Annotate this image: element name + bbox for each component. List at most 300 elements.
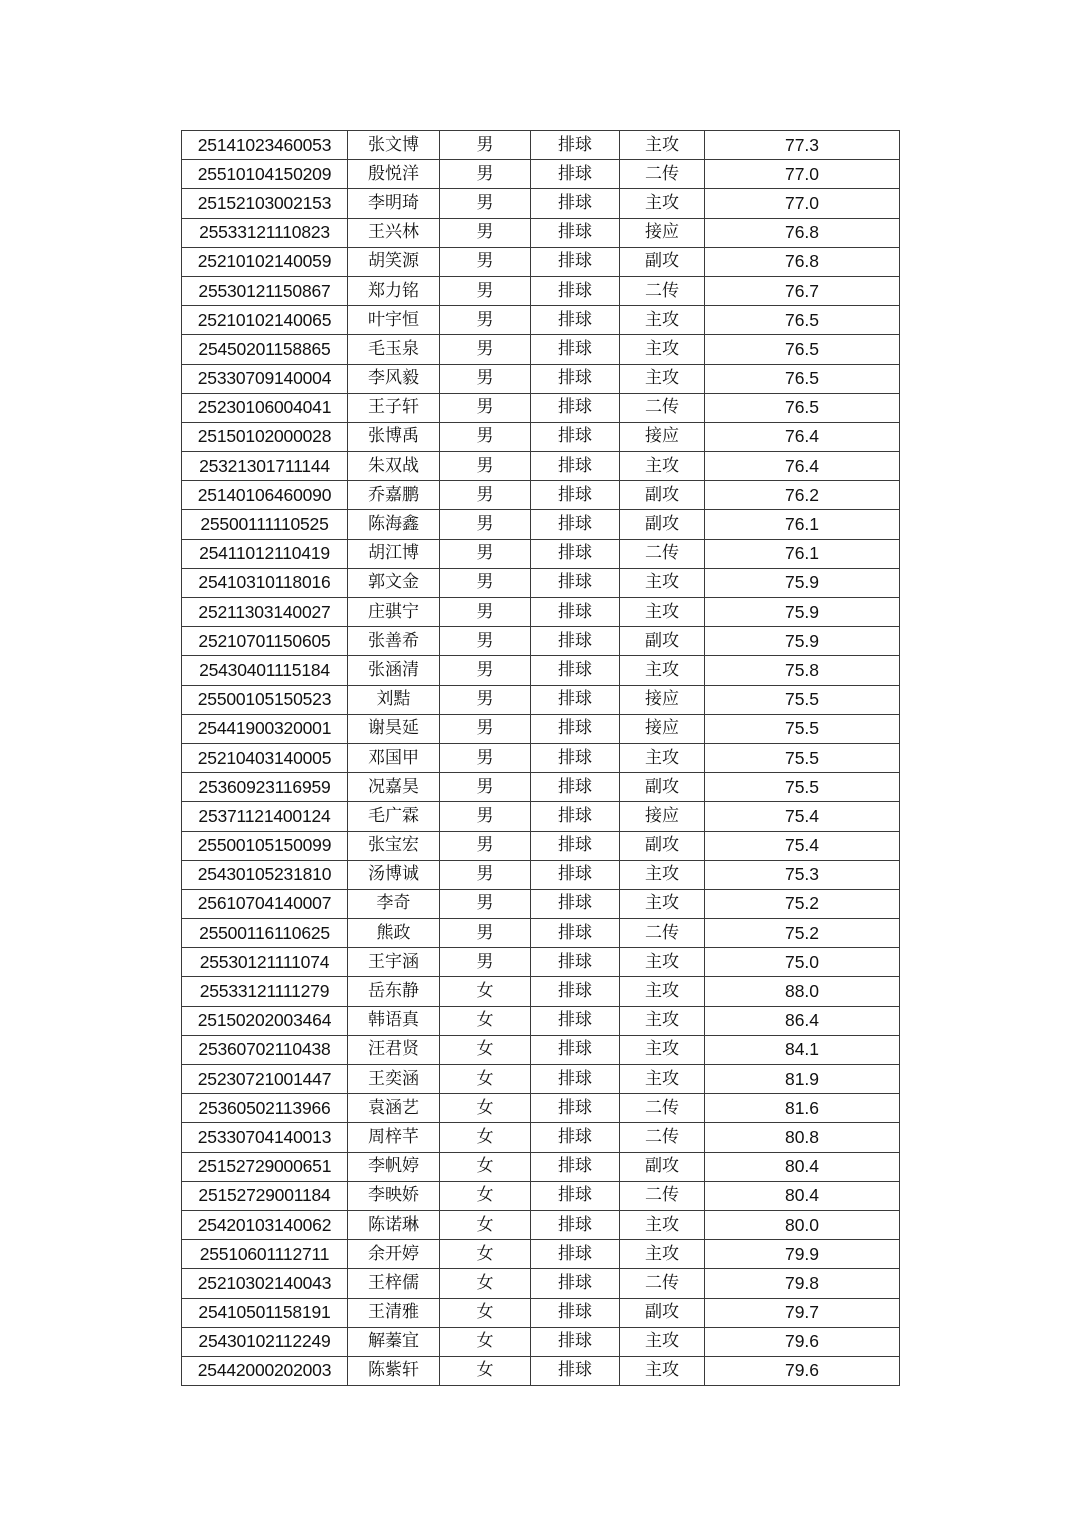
position-cell: 二传 [620,1123,705,1152]
candidate-id-cell: 25610704140007 [182,889,348,918]
score-cell: 75.2 [705,889,900,918]
sport-cell: 排球 [531,773,620,802]
gender-cell: 男 [440,189,531,218]
gender-cell: 男 [440,539,531,568]
position-cell: 二传 [620,1094,705,1123]
gender-cell: 男 [440,247,531,276]
table-row [182,510,900,539]
candidate-name-cell: 王奕涵 [348,1065,440,1094]
sport-cell: 排球 [531,306,620,335]
gender-cell: 男 [440,481,531,510]
sport-cell: 排球 [531,1356,620,1385]
gender-cell: 女 [440,977,531,1006]
candidate-id-cell: 25140106460090 [182,481,348,510]
position-cell: 主攻 [620,860,705,889]
gender-cell: 女 [440,1094,531,1123]
score-cell: 75.9 [705,627,900,656]
position-cell: 主攻 [620,1065,705,1094]
candidate-id-cell: 25420103140062 [182,1210,348,1239]
candidate-id-cell: 25530121150867 [182,276,348,305]
candidate-id-cell: 25411012110419 [182,539,348,568]
candidate-name-cell: 庄骐宁 [348,598,440,627]
score-cell: 75.9 [705,598,900,627]
position-cell: 二传 [620,1181,705,1210]
candidate-id-cell: 25410310118016 [182,568,348,597]
position-cell: 主攻 [620,598,705,627]
candidate-name-cell: 谢昊延 [348,714,440,743]
candidate-name-cell: 李风毅 [348,364,440,393]
table-row [182,1152,900,1181]
candidate-name-cell: 毛广霖 [348,802,440,831]
candidate-id-cell: 25533121111279 [182,977,348,1006]
sport-cell: 排球 [531,948,620,977]
gender-cell: 男 [440,948,531,977]
table-row [182,1181,900,1210]
score-cell: 76.7 [705,276,900,305]
candidate-name-cell: 韩语真 [348,1006,440,1035]
candidate-id-cell: 25442000202003 [182,1356,348,1385]
sport-cell: 排球 [531,510,620,539]
score-cell: 81.9 [705,1065,900,1094]
candidate-name-cell: 周梓芊 [348,1123,440,1152]
sport-cell: 排球 [531,889,620,918]
table-row [182,1006,900,1035]
candidate-id-cell: 25321301711144 [182,452,348,481]
score-cell: 75.2 [705,919,900,948]
table-row [182,1035,900,1064]
position-cell: 二传 [620,919,705,948]
sport-cell: 排球 [531,335,620,364]
sport-cell: 排球 [531,685,620,714]
candidate-id-cell: 25510104150209 [182,160,348,189]
table-row [182,919,900,948]
candidate-name-cell: 陈海鑫 [348,510,440,539]
candidate-id-cell: 25410501158191 [182,1298,348,1327]
gender-cell: 男 [440,510,531,539]
sport-cell: 排球 [531,1065,620,1094]
candidate-id-cell: 25210302140043 [182,1269,348,1298]
table-row [182,743,900,772]
gender-cell: 男 [440,452,531,481]
gender-cell: 男 [440,568,531,597]
table-row [182,1065,900,1094]
position-cell: 主攻 [620,189,705,218]
position-cell: 主攻 [620,656,705,685]
candidate-name-cell: 岳东静 [348,977,440,1006]
candidate-id-cell: 25230721001447 [182,1065,348,1094]
position-cell: 副攻 [620,627,705,656]
candidate-id-cell: 25211303140027 [182,598,348,627]
gender-cell: 女 [440,1356,531,1385]
table-row [182,948,900,977]
gender-cell: 男 [440,393,531,422]
candidate-name-cell: 王子轩 [348,393,440,422]
table-row [182,1356,900,1385]
position-cell: 主攻 [620,568,705,597]
score-cell: 84.1 [705,1035,900,1064]
score-table-body [182,131,900,1386]
score-cell: 80.4 [705,1181,900,1210]
position-cell: 主攻 [620,452,705,481]
candidate-name-cell: 张文博 [348,131,440,160]
position-cell: 接应 [620,685,705,714]
table-row [182,160,900,189]
score-cell: 76.5 [705,364,900,393]
gender-cell: 女 [440,1298,531,1327]
table-row [182,1123,900,1152]
gender-cell: 男 [440,919,531,948]
candidate-name-cell: 况嘉昊 [348,773,440,802]
gender-cell: 男 [440,714,531,743]
score-cell: 76.5 [705,306,900,335]
candidate-id-cell: 25530121111074 [182,948,348,977]
sport-cell: 排球 [531,714,620,743]
score-cell: 76.1 [705,510,900,539]
candidate-id-cell: 25210102140065 [182,306,348,335]
candidate-name-cell: 郑力铭 [348,276,440,305]
candidate-name-cell: 陈紫轩 [348,1356,440,1385]
score-cell: 81.6 [705,1094,900,1123]
position-cell: 主攻 [620,1006,705,1035]
table-row [182,539,900,568]
score-cell: 77.0 [705,189,900,218]
sport-cell: 排球 [531,1123,620,1152]
gender-cell: 男 [440,276,531,305]
position-cell: 主攻 [620,948,705,977]
gender-cell: 女 [440,1152,531,1181]
score-cell: 75.9 [705,568,900,597]
position-cell: 副攻 [620,247,705,276]
gender-cell: 男 [440,160,531,189]
position-cell: 副攻 [620,831,705,860]
position-cell: 副攻 [620,1298,705,1327]
score-cell: 76.5 [705,335,900,364]
candidate-id-cell: 25152103002153 [182,189,348,218]
position-cell: 接应 [620,218,705,247]
candidate-id-cell: 25500111110525 [182,510,348,539]
candidate-name-cell: 陈诺琳 [348,1210,440,1239]
candidate-name-cell: 王宇涵 [348,948,440,977]
table-row [182,481,900,510]
position-cell: 主攻 [620,1356,705,1385]
sport-cell: 排球 [531,364,620,393]
table-row [182,1240,900,1269]
candidate-id-cell: 25430105231810 [182,860,348,889]
score-cell: 76.2 [705,481,900,510]
candidate-name-cell: 郭文金 [348,568,440,597]
sport-cell: 排球 [531,452,620,481]
score-cell: 77.3 [705,131,900,160]
candidate-id-cell: 25330704140013 [182,1123,348,1152]
sport-cell: 排球 [531,568,620,597]
candidate-name-cell: 刘黠 [348,685,440,714]
gender-cell: 女 [440,1065,531,1094]
candidate-name-cell: 朱双战 [348,452,440,481]
sport-cell: 排球 [531,247,620,276]
position-cell: 主攻 [620,1035,705,1064]
candidate-id-cell: 25152729000651 [182,1152,348,1181]
table-row [182,452,900,481]
score-cell: 76.8 [705,218,900,247]
score-cell: 75.5 [705,773,900,802]
candidate-id-cell: 25210102140059 [182,247,348,276]
candidate-name-cell: 王梓儒 [348,1269,440,1298]
candidate-id-cell: 25510601112711 [182,1240,348,1269]
position-cell: 接应 [620,714,705,743]
score-cell: 79.7 [705,1298,900,1327]
candidate-id-cell: 25152729001184 [182,1181,348,1210]
position-cell: 副攻 [620,773,705,802]
candidate-name-cell: 李映娇 [348,1181,440,1210]
table-row [182,422,900,451]
table-row [182,685,900,714]
score-table [181,130,900,1386]
position-cell: 主攻 [620,1327,705,1356]
sport-cell: 排球 [531,131,620,160]
position-cell: 二传 [620,539,705,568]
score-cell: 75.0 [705,948,900,977]
candidate-id-cell: 25141023460053 [182,131,348,160]
table-row [182,889,900,918]
score-cell: 76.1 [705,539,900,568]
gender-cell: 女 [440,1035,531,1064]
table-row [182,802,900,831]
gender-cell: 男 [440,889,531,918]
candidate-name-cell: 张博禹 [348,422,440,451]
gender-cell: 男 [440,860,531,889]
position-cell: 主攻 [620,306,705,335]
candidate-name-cell: 李明琦 [348,189,440,218]
gender-cell: 男 [440,364,531,393]
candidate-id-cell: 25500105150099 [182,831,348,860]
sport-cell: 排球 [531,393,620,422]
sport-cell: 排球 [531,1035,620,1064]
gender-cell: 女 [440,1123,531,1152]
table-row [182,714,900,743]
candidate-name-cell: 王清雅 [348,1298,440,1327]
position-cell: 副攻 [620,510,705,539]
score-cell: 76.4 [705,452,900,481]
score-cell: 75.5 [705,685,900,714]
table-row [182,1210,900,1239]
gender-cell: 男 [440,335,531,364]
table-row [182,1094,900,1123]
table-row [182,1327,900,1356]
table-row [182,598,900,627]
table-row [182,247,900,276]
gender-cell: 男 [440,627,531,656]
sport-cell: 排球 [531,1240,620,1269]
candidate-id-cell: 25533121110823 [182,218,348,247]
table-row [182,1298,900,1327]
sport-cell: 排球 [531,189,620,218]
sport-cell: 排球 [531,802,620,831]
score-cell: 86.4 [705,1006,900,1035]
sport-cell: 排球 [531,160,620,189]
candidate-name-cell: 解蓁宜 [348,1327,440,1356]
candidate-name-cell: 殷悦洋 [348,160,440,189]
table-row [182,568,900,597]
table-row [182,831,900,860]
candidate-name-cell: 胡江博 [348,539,440,568]
gender-cell: 男 [440,773,531,802]
candidate-name-cell: 李帆婷 [348,1152,440,1181]
sport-cell: 排球 [531,831,620,860]
candidate-id-cell: 25430102112249 [182,1327,348,1356]
candidate-id-cell: 25360702110438 [182,1035,348,1064]
gender-cell: 女 [440,1181,531,1210]
position-cell: 主攻 [620,364,705,393]
sport-cell: 排球 [531,1181,620,1210]
candidate-name-cell: 王兴林 [348,218,440,247]
position-cell: 主攻 [620,131,705,160]
score-cell: 75.4 [705,831,900,860]
position-cell: 二传 [620,393,705,422]
sport-cell: 排球 [531,1094,620,1123]
candidate-name-cell: 张涵清 [348,656,440,685]
candidate-name-cell: 胡笑源 [348,247,440,276]
sport-cell: 排球 [531,656,620,685]
position-cell: 二传 [620,160,705,189]
sport-cell: 排球 [531,1298,620,1327]
sport-cell: 排球 [531,1269,620,1298]
score-cell: 79.9 [705,1240,900,1269]
candidate-id-cell: 25371121400124 [182,802,348,831]
candidate-id-cell: 25450201158865 [182,335,348,364]
table-row [182,627,900,656]
table-row [182,276,900,305]
candidate-name-cell: 张善希 [348,627,440,656]
score-cell: 75.5 [705,743,900,772]
sport-cell: 排球 [531,218,620,247]
score-cell: 77.0 [705,160,900,189]
table-row [182,656,900,685]
sport-cell: 排球 [531,276,620,305]
candidate-id-cell: 25360502113966 [182,1094,348,1123]
table-row [182,393,900,422]
candidate-name-cell: 余开婷 [348,1240,440,1269]
position-cell: 接应 [620,422,705,451]
candidate-id-cell: 25430401115184 [182,656,348,685]
candidate-name-cell: 毛玉泉 [348,335,440,364]
score-cell: 80.4 [705,1152,900,1181]
gender-cell: 男 [440,306,531,335]
gender-cell: 女 [440,1006,531,1035]
score-cell: 75.4 [705,802,900,831]
score-cell: 75.5 [705,714,900,743]
candidate-name-cell: 李奇 [348,889,440,918]
gender-cell: 女 [440,1240,531,1269]
sport-cell: 排球 [531,1327,620,1356]
score-cell: 80.0 [705,1210,900,1239]
candidate-id-cell: 25500116110625 [182,919,348,948]
candidate-id-cell: 25210403140005 [182,743,348,772]
candidate-name-cell: 汪君贤 [348,1035,440,1064]
table-row [182,131,900,160]
sport-cell: 排球 [531,743,620,772]
sport-cell: 排球 [531,627,620,656]
score-cell: 79.6 [705,1327,900,1356]
score-cell: 76.5 [705,393,900,422]
score-cell: 76.8 [705,247,900,276]
gender-cell: 女 [440,1327,531,1356]
position-cell: 主攻 [620,889,705,918]
gender-cell: 男 [440,743,531,772]
gender-cell: 男 [440,598,531,627]
sport-cell: 排球 [531,860,620,889]
table-row [182,860,900,889]
candidate-name-cell: 汤博诚 [348,860,440,889]
table-row [182,773,900,802]
position-cell: 副攻 [620,481,705,510]
sport-cell: 排球 [531,422,620,451]
candidate-name-cell: 熊政 [348,919,440,948]
sport-cell: 排球 [531,481,620,510]
candidate-id-cell: 25150102000028 [182,422,348,451]
position-cell: 二传 [620,1269,705,1298]
score-cell: 80.8 [705,1123,900,1152]
score-cell: 88.0 [705,977,900,1006]
candidate-id-cell: 25330709140004 [182,364,348,393]
table-row [182,306,900,335]
gender-cell: 男 [440,802,531,831]
position-cell: 副攻 [620,1152,705,1181]
score-cell: 79.6 [705,1356,900,1385]
gender-cell: 男 [440,422,531,451]
candidate-name-cell: 乔嘉鹏 [348,481,440,510]
gender-cell: 女 [440,1269,531,1298]
gender-cell: 男 [440,656,531,685]
gender-cell: 女 [440,1210,531,1239]
candidate-id-cell: 25210701150605 [182,627,348,656]
candidate-id-cell: 25150202003464 [182,1006,348,1035]
table-row [182,335,900,364]
position-cell: 主攻 [620,1210,705,1239]
position-cell: 主攻 [620,1240,705,1269]
sport-cell: 排球 [531,539,620,568]
score-cell: 79.8 [705,1269,900,1298]
candidate-id-cell: 25441900320001 [182,714,348,743]
score-cell: 75.3 [705,860,900,889]
position-cell: 二传 [620,276,705,305]
score-cell: 75.8 [705,656,900,685]
sport-cell: 排球 [531,919,620,948]
position-cell: 接应 [620,802,705,831]
sport-cell: 排球 [531,598,620,627]
table-row [182,1269,900,1298]
candidate-name-cell: 叶宇恒 [348,306,440,335]
candidate-name-cell: 袁涵艺 [348,1094,440,1123]
table-row [182,189,900,218]
sport-cell: 排球 [531,1152,620,1181]
sport-cell: 排球 [531,977,620,1006]
position-cell: 主攻 [620,977,705,1006]
table-row [182,364,900,393]
table-row [182,977,900,1006]
candidate-id-cell: 25360923116959 [182,773,348,802]
gender-cell: 男 [440,131,531,160]
gender-cell: 男 [440,685,531,714]
table-row [182,218,900,247]
gender-cell: 男 [440,218,531,247]
gender-cell: 男 [440,831,531,860]
candidate-id-cell: 25500105150523 [182,685,348,714]
sport-cell: 排球 [531,1210,620,1239]
candidate-name-cell: 邓国甲 [348,743,440,772]
candidate-id-cell: 25230106004041 [182,393,348,422]
position-cell: 主攻 [620,335,705,364]
sport-cell: 排球 [531,1006,620,1035]
